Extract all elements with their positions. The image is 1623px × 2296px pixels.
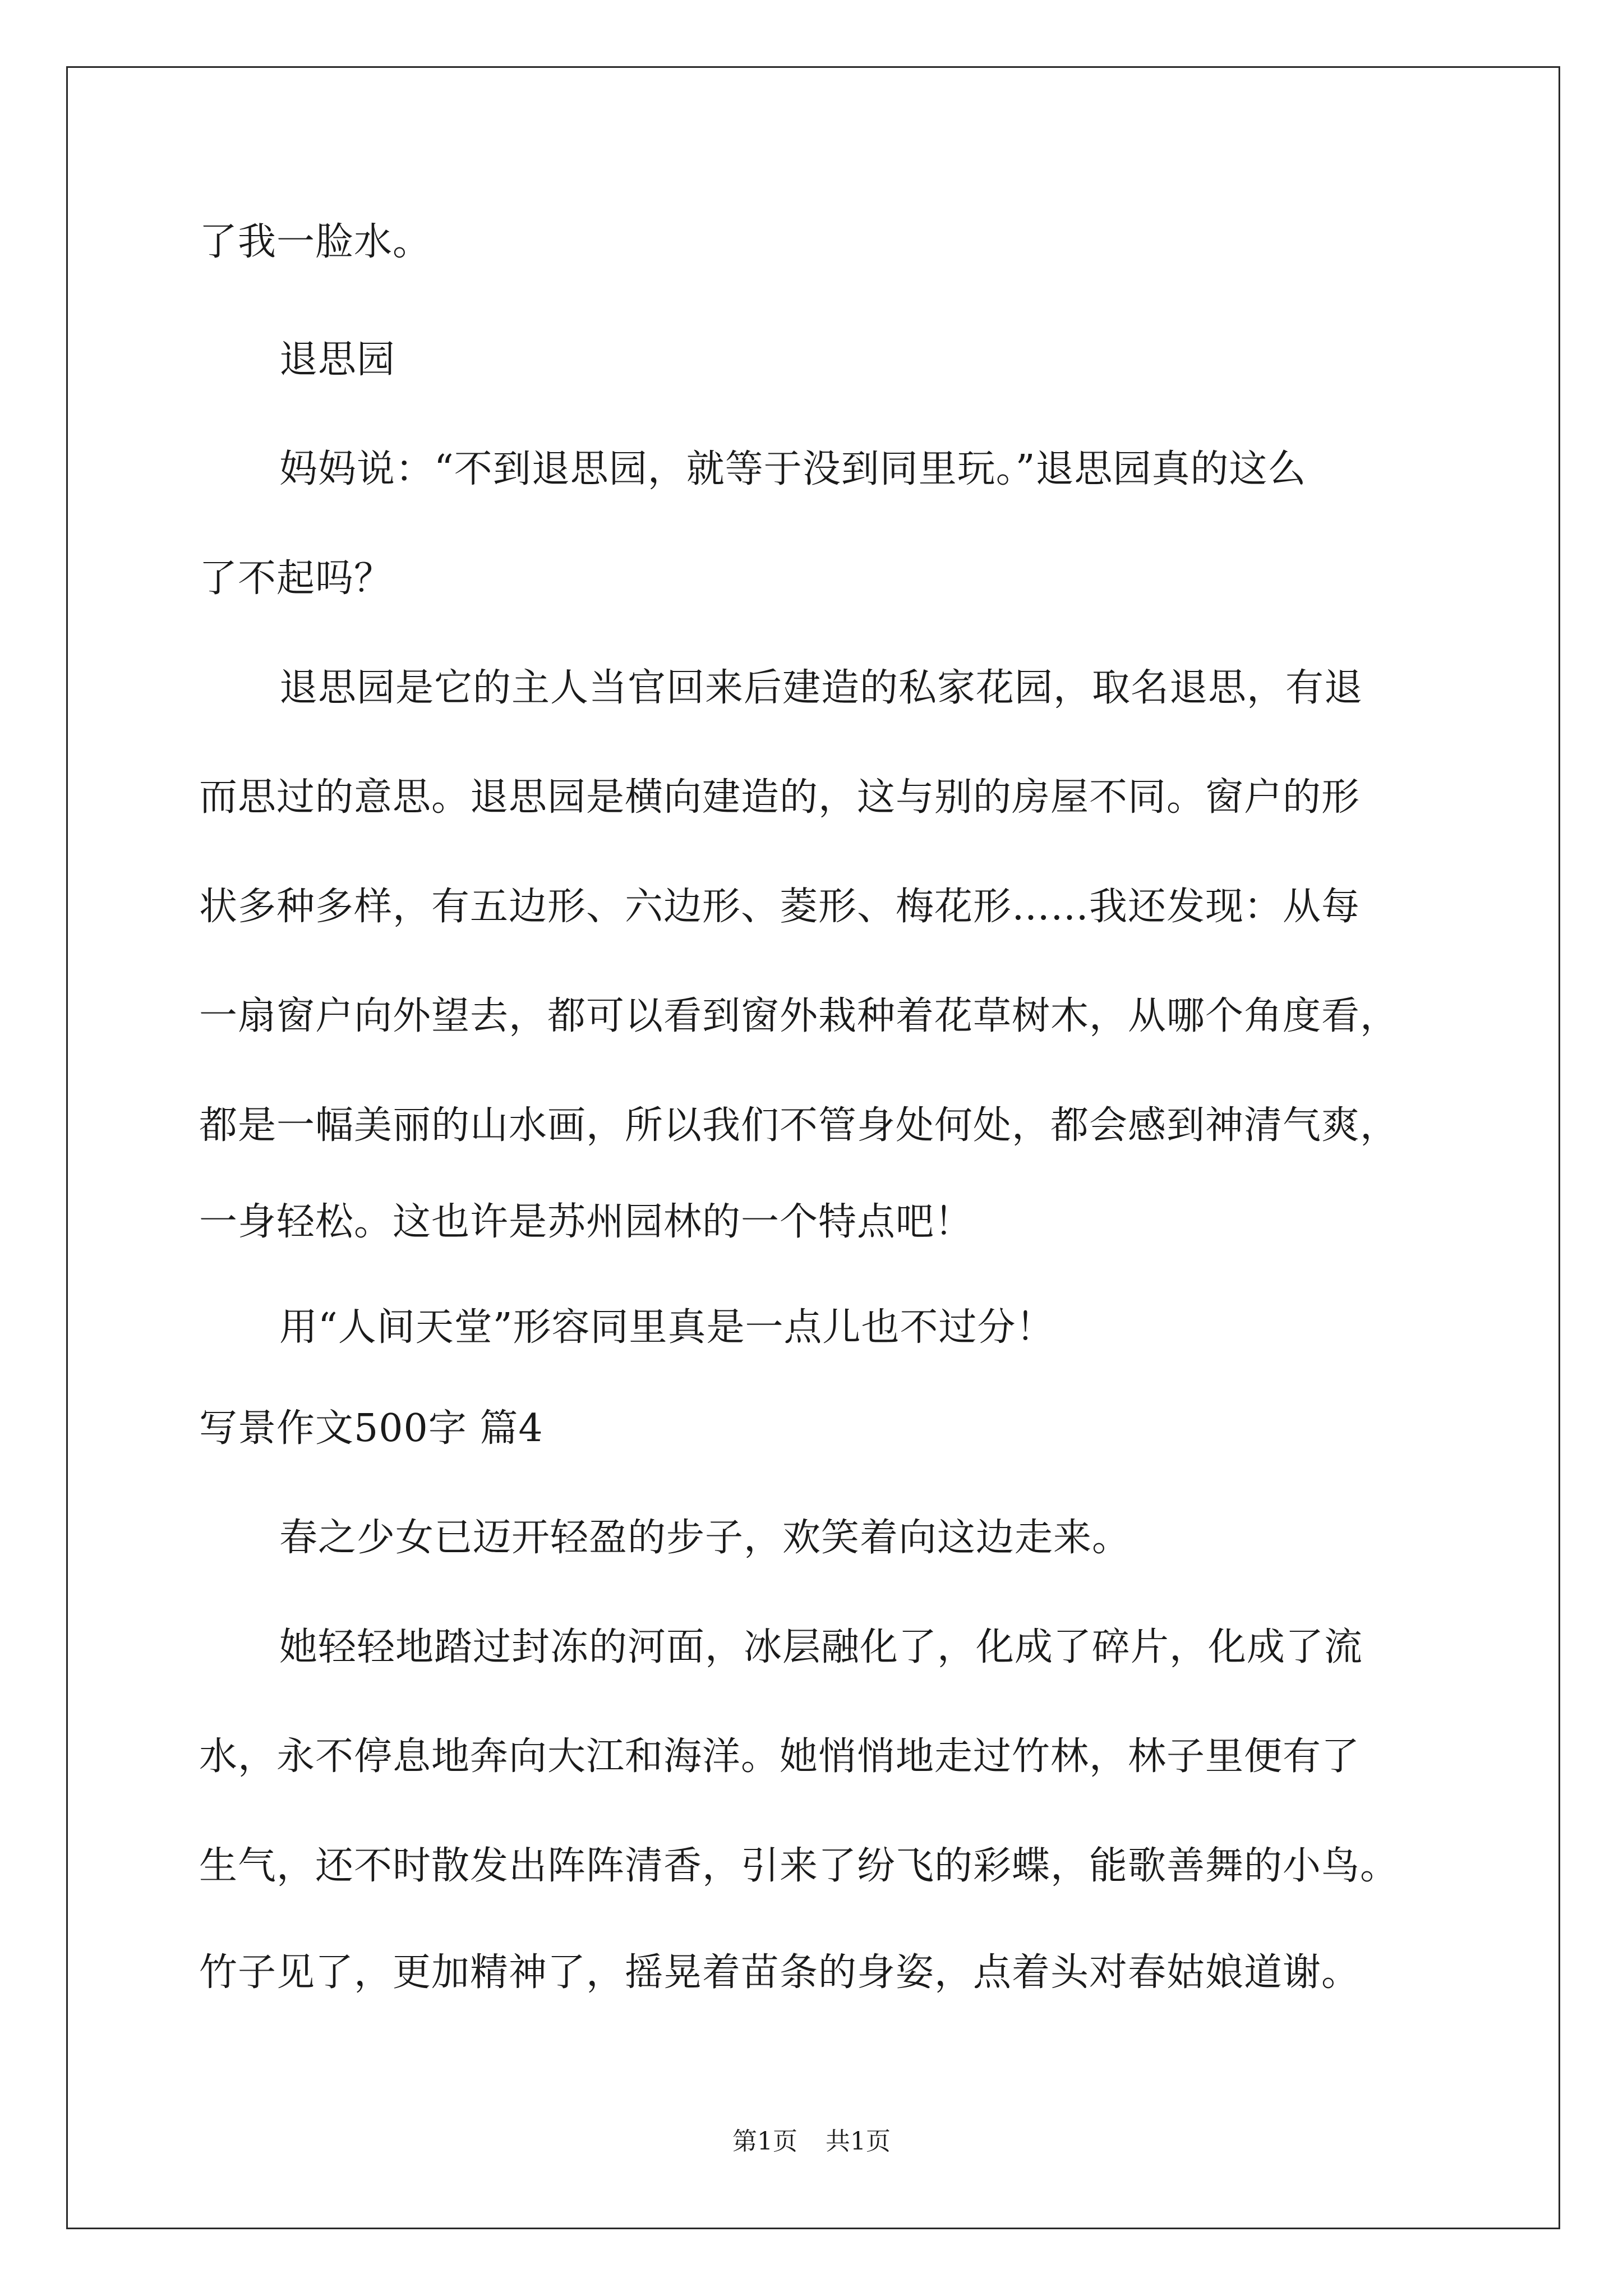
page-border xyxy=(66,66,1560,2229)
page-number-current: 第1页 xyxy=(732,2127,797,2156)
paragraph-line: 一扇窗户向外望去，都可以看到窗外栽种着花草树木，从哪个角度看， xyxy=(199,994,1399,1038)
paragraph-line: 了我一脸水。 xyxy=(199,220,432,264)
paragraph-line: 一身轻松。这也许是苏州园林的一个特点吧！ xyxy=(199,1200,974,1244)
paragraph-line: 都是一幅美丽的山水画，所以我们不管身处何处，都会感到神清气爽， xyxy=(199,1103,1399,1148)
paragraph-line: 状多种多样，有五边形、六边形、菱形、梅花形……我还发现：从每 xyxy=(199,885,1361,929)
page-number-total: 共1页 xyxy=(826,2127,891,2156)
paragraph-line: 她轻轻地踏过封冻的河面，冰层融化了，化成了碎片，化成了流 xyxy=(279,1625,1363,1669)
paragraph-line: 生气，还不时散发出阵阵清香，引来了纷飞的彩蝶，能歌善舞的小鸟。 xyxy=(199,1844,1399,1888)
paragraph-line: 妈妈说：“不到退思园，就等于没到同里玩。”退思园真的这么 xyxy=(279,447,1307,491)
paragraph-line: 了不起吗？ xyxy=(199,556,393,601)
paragraph-line: 退思园是它的主人当官回来后建造的私家花园，取名退思，有退 xyxy=(279,666,1363,710)
paragraph-line: 春之少女已迈开轻盈的步子，欢笑着向这边走来。 xyxy=(279,1516,1131,1560)
paragraph-line: 而思过的意思。退思园是横向建造的，这与别的房屋不同。窗户的形 xyxy=(199,775,1361,820)
article-heading: 写景作文500字 篇4 xyxy=(199,1406,543,1451)
section-title-tuisiyuan: 退思园 xyxy=(279,338,396,382)
paragraph-line: 水，永不停息地奔向大江和海洋。她悄悄地走过竹林，林子里便有了 xyxy=(199,1734,1361,1779)
paragraph-line: 竹子见了，更加精神了，摇晃着苗条的身姿，点着头对春姑娘道谢。 xyxy=(199,1950,1361,1995)
page-footer xyxy=(0,2129,1623,2154)
paragraph-line: 用“人间天堂”形容同里真是一点儿也不过分！ xyxy=(279,1305,1055,1350)
